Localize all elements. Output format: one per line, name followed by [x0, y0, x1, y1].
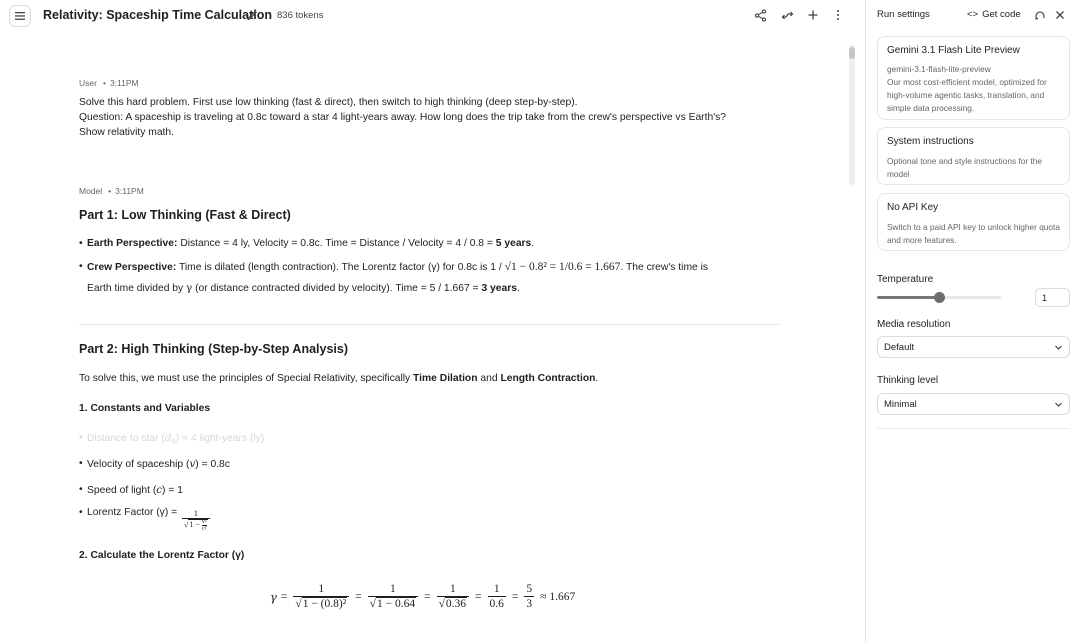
- eq-equals: =: [424, 590, 431, 603]
- part2-heading: Part 2: High Thinking (Step-by-Step Analysis): [79, 342, 349, 356]
- lorentz-denominator: √1 − $\frac{\text{v²}}{\text{c²}}$: [184, 518, 207, 532]
- eq-numerator: 1: [293, 582, 349, 597]
- user-turn-meta: User • 3:11PM: [79, 78, 139, 88]
- chevron-down-icon: [1053, 342, 1064, 353]
- edit-title-button[interactable]: [246, 8, 258, 26]
- lorentz-variable-item: [87, 505, 777, 532]
- model-name: Gemini 3.1 Flash Lite Preview: [887, 45, 1020, 56]
- media-resolution-select[interactable]: [877, 336, 1070, 358]
- model-role-label: Model: [79, 186, 103, 196]
- earth-label: Earth Perspective:: [87, 238, 178, 249]
- eq-radicand-3: 0.36: [445, 598, 467, 610]
- eq-denominator-1: √1 − (0.8)²: [295, 598, 347, 610]
- more-vertical-icon: [836, 9, 840, 21]
- panel-divider: [877, 428, 1070, 429]
- temperature-slider-handle[interactable]: [934, 292, 945, 303]
- light-speed-variable-item: [87, 480, 777, 501]
- get-code-button[interactable]: [967, 9, 1021, 20]
- intro-length-contraction: Length Contraction: [500, 373, 596, 384]
- reset-button[interactable]: [1033, 8, 1046, 21]
- intro-and: and: [480, 373, 498, 384]
- user-timestamp: 3:11PM: [109, 78, 139, 88]
- distance-text: Distance to star (: [87, 433, 165, 444]
- api-key-title: No API Key: [887, 202, 939, 213]
- eq-equals: =: [280, 590, 288, 603]
- system-instructions-card[interactable]: [877, 127, 1070, 185]
- user-message: [79, 95, 779, 140]
- earth-result: 5 years: [495, 238, 532, 249]
- eq-equals: =: [511, 590, 519, 603]
- velocity-text: Velocity of spaceship (: [87, 459, 190, 470]
- model-turn-meta: Model • 3:11PM: [79, 186, 144, 196]
- run-settings-panel: [865, 0, 1080, 643]
- eq-radicand-1: 1 − (0.8)²: [302, 598, 347, 610]
- user-message-line: Question: A spaceship is traveling at 0.8c toward a star 4 light-years away. How long does the trip take from the crew's perspective vs Earth's?: [79, 112, 727, 123]
- light-symbol: c: [156, 484, 163, 496]
- eq-numerator: 1: [488, 582, 506, 597]
- media-resolution-label: Media resolution: [877, 319, 951, 330]
- thinking-level-select[interactable]: [877, 393, 1070, 415]
- distance-variable-item: [87, 428, 777, 452]
- distance-value: ) = 4 light-years (ly): [175, 433, 265, 444]
- get-code-label: Get code: [982, 9, 1021, 20]
- thinking-level-label: Thinking level: [877, 375, 939, 386]
- lorentz-fraction: [182, 509, 210, 532]
- intro-time-dilation: Time Dilation: [413, 373, 478, 384]
- compare-icon: [781, 9, 794, 22]
- lorentz-equation: [270, 582, 575, 611]
- chat-area: [0, 30, 848, 643]
- distance-subscript: 0: [171, 438, 176, 447]
- crew-gamma: γ: [186, 282, 193, 294]
- code-icon: <>: [967, 9, 979, 20]
- temperature-input[interactable]: [1035, 288, 1070, 307]
- model-id: gemini-3.1-flash-lite-preview: [887, 64, 991, 74]
- eq-equals: =: [475, 590, 482, 603]
- eq-fraction-5: [524, 582, 534, 611]
- reset-icon: [1034, 9, 1046, 21]
- model-selector-card[interactable]: [877, 36, 1070, 120]
- token-count: 836 tokens: [277, 10, 324, 21]
- distance-symbol: d: [164, 432, 172, 444]
- eq-denominator-5: 3: [526, 598, 533, 610]
- lorentz-heading: 2. Calculate the Lorentz Factor (γ): [79, 550, 245, 561]
- eq-equals: =: [355, 590, 362, 603]
- model-timestamp: 3:11PM: [115, 186, 144, 196]
- eq-fraction-4: [488, 582, 506, 611]
- light-text: Speed of light (: [87, 485, 157, 496]
- constants-heading: 1. Constants and Variables: [79, 403, 211, 414]
- earth-perspective-item: • Earth Perspective: Distance = 4 ly, Velocity = 0.8c. Time = Distance / Velocity = 4 / 0.8 = 5 years.: [87, 234, 777, 254]
- thinking-level-value: Minimal: [884, 399, 917, 410]
- part1-heading: Part 1: Low Thinking (Fast & Direct): [79, 208, 291, 222]
- user-message-line: Solve this hard problem. First use low thinking (fast & direct), then switch to high thinking (deep step-by-step).: [79, 97, 578, 108]
- media-resolution-value: Default: [884, 342, 915, 353]
- system-instructions-title: System instructions: [887, 136, 974, 147]
- compare-button[interactable]: [779, 7, 795, 23]
- eq-gamma: γ: [270, 589, 277, 604]
- eq-fraction-2: [368, 582, 418, 611]
- chat-scrollbar[interactable]: [849, 45, 855, 185]
- plus-icon: [807, 9, 819, 21]
- part2-intro: [79, 371, 779, 386]
- top-bar: [0, 0, 864, 30]
- close-icon: [1055, 10, 1065, 20]
- section-divider: [79, 324, 779, 325]
- eq-denominator-3: √0.36: [438, 598, 467, 610]
- lorentz-numerator: 1: [182, 509, 210, 519]
- share-icon: [754, 9, 767, 22]
- crew-perspective-item: [87, 257, 777, 278]
- temperature-slider-fill: [877, 296, 939, 299]
- crew-text-a: Time is dilated (length contraction). The Lorentz factor (γ) for 0.8c is 1 /: [178, 262, 502, 273]
- lorentz-text: Lorentz Factor (γ) =: [87, 507, 178, 518]
- eq-numerator-5: 5: [526, 583, 533, 595]
- share-button[interactable]: [752, 7, 768, 23]
- intro-end: .: [595, 373, 599, 384]
- run-settings-title: Run settings: [877, 9, 930, 20]
- new-chat-button[interactable]: [805, 7, 821, 23]
- model-description: Our most cost-efficient model, optimized for high-volume agentic tasks, translation, and simple data processing.: [887, 77, 1047, 113]
- eq-fraction-3: [437, 582, 469, 611]
- eq-numerator: 1: [368, 582, 418, 597]
- crew-text-c: Earth time divided by: [87, 283, 184, 294]
- crew-math: √1 − 0.8² = 1/0.6 = 1.667: [504, 261, 621, 273]
- api-key-desc: Switch to a paid API key to unlock higher quota and more features.: [887, 222, 1060, 245]
- eq-fraction-1: [293, 582, 349, 611]
- light-value: ) = 1: [162, 485, 183, 496]
- crew-result: 3 years: [481, 283, 517, 294]
- earth-text: Distance = 4 ly, Velocity = 0.8c. Time = Distance / Velocity = 4 / 0.8 =: [180, 238, 493, 249]
- velocity-variable-item: [87, 454, 777, 475]
- hamburger-icon: [14, 11, 26, 21]
- velocity-symbol: v: [189, 458, 196, 470]
- temperature-label: Temperature: [877, 274, 934, 285]
- more-options-button[interactable]: [830, 7, 846, 23]
- crew-label: Crew Perspective:: [87, 262, 177, 273]
- api-key-card[interactable]: [877, 193, 1070, 251]
- model-info: [887, 63, 1065, 115]
- chevron-down-icon: [1053, 399, 1064, 410]
- crew-perspective-continued: • Earth time divided by γ (or distance contracted divided by velocity). Time = 5 / 1.667 = 3 years.: [87, 278, 777, 299]
- temperature-slider[interactable]: [877, 296, 1001, 299]
- system-instructions-desc: Optional tone and style instructions for the model: [887, 156, 1042, 179]
- intro-text: To solve this, we must use the principles of Special Relativity, specifically: [79, 373, 411, 384]
- page-title: Relativity: Spaceship Time Calculation: [43, 8, 273, 22]
- eq-denominator-4: 0.6: [489, 598, 504, 610]
- pencil-icon: [246, 9, 258, 21]
- user-role-label: User: [79, 78, 97, 88]
- eq-radicand-2: 1 − 0.64: [376, 598, 416, 610]
- velocity-value: ) = 0.8c: [195, 459, 230, 470]
- eq-numerator: 1: [437, 582, 469, 597]
- crew-text-b: . The crew's time is: [620, 262, 709, 273]
- user-message-line: Show relativity math.: [79, 127, 174, 138]
- close-panel-button[interactable]: [1053, 8, 1066, 21]
- eq-approx-result: ≈ 1.667: [540, 590, 576, 603]
- crew-text-d: (or distance contracted divided by velocity). Time = 5 / 1.667 =: [195, 283, 479, 294]
- menu-button[interactable]: [9, 5, 31, 27]
- eq-denominator-2: √1 − 0.64: [369, 598, 416, 610]
